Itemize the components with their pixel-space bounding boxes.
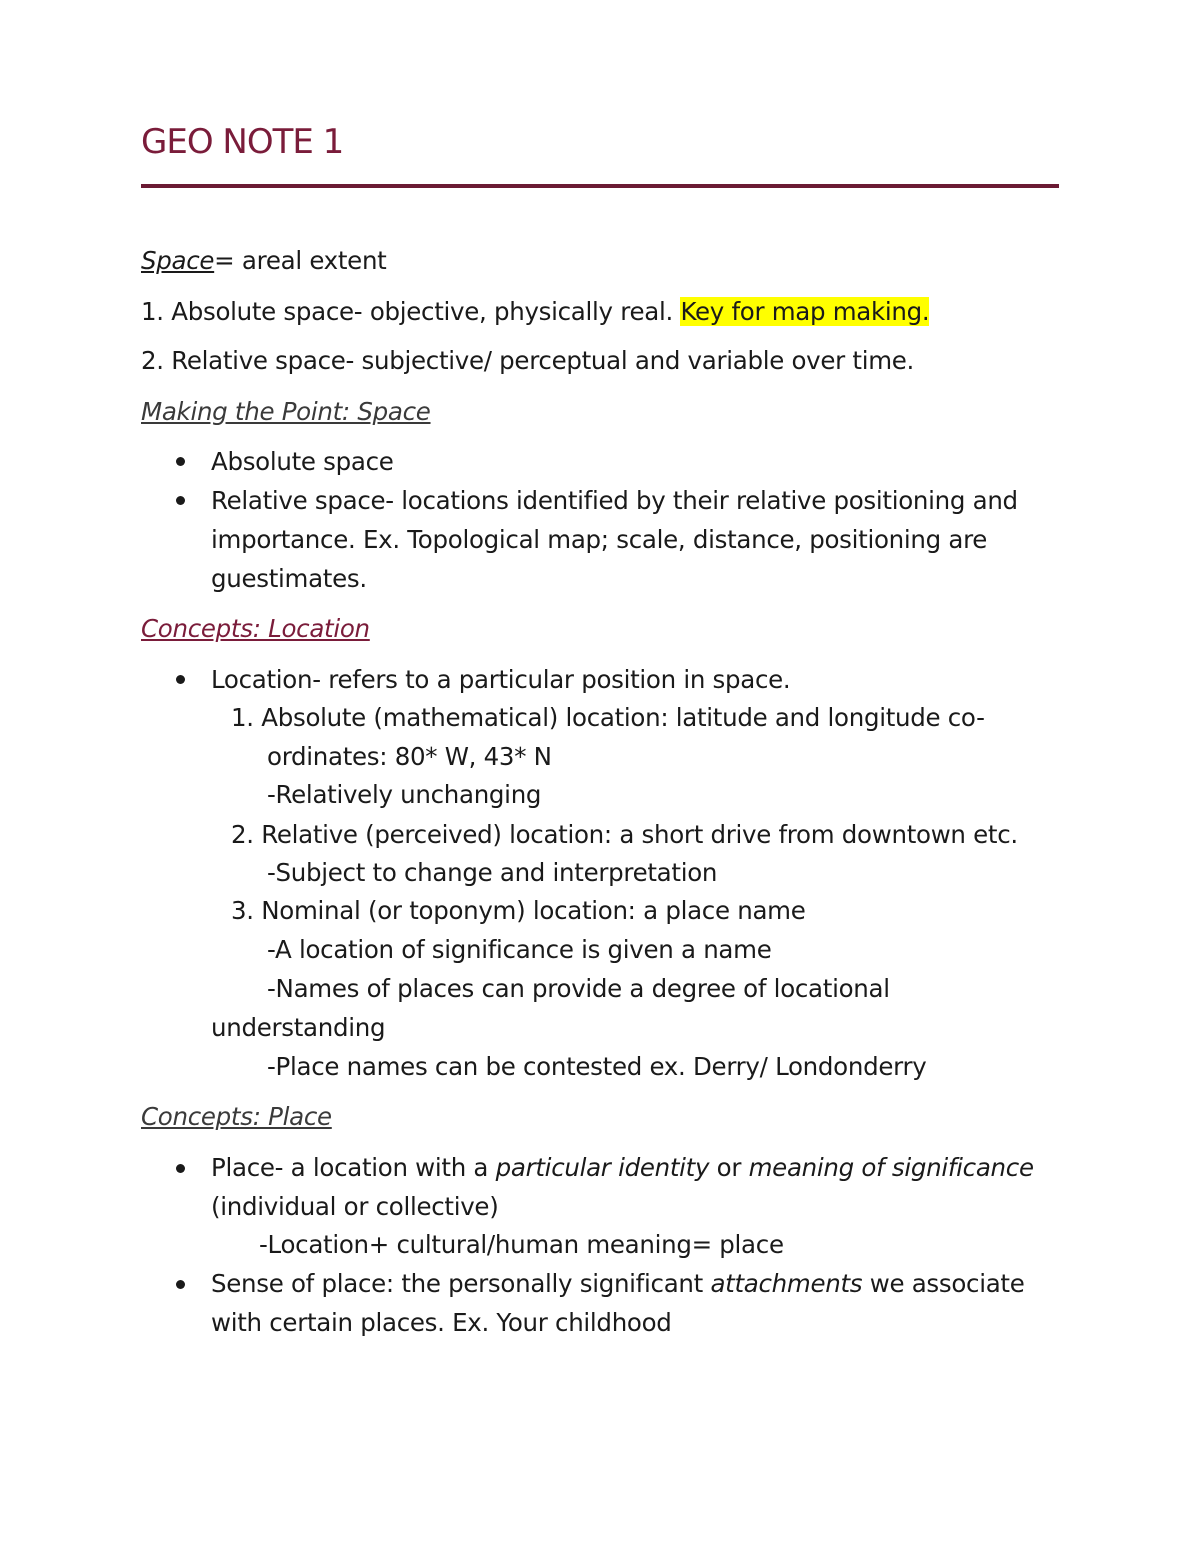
location-bullet: Location- refers to a particular position in space.: [211, 665, 791, 694]
bullet-dot: [176, 675, 185, 684]
place-text: we associate: [862, 1269, 1025, 1298]
bullet-dot: [176, 1164, 185, 1173]
place-bullet-2-line-2: with certain places. Ex. Your childhood: [211, 1308, 672, 1337]
location-item-3-note-3: -Place names can be contested ex. Derry/ Londonderry: [267, 1052, 927, 1081]
location-item-2-note: -Subject to change and interpretation: [267, 858, 718, 887]
location-item-1-note: -Relatively unchanging: [267, 780, 542, 809]
place-bullet-1-line-2: (individual or collective): [211, 1192, 499, 1221]
heading-concepts-location: Concepts: Location: [141, 614, 370, 643]
location-item-3-note-2-wrap: understanding: [211, 1013, 386, 1042]
relative-space-line: 2. Relative space- subjective/ perceptual and variable over time.: [141, 346, 915, 375]
place-bullet-1-note: -Location+ cultural/human meaning= place: [259, 1230, 784, 1259]
document-title: GEO NOTE 1: [141, 122, 344, 162]
place-text: or: [709, 1153, 749, 1182]
place-emphasis-identity: particular identity: [495, 1153, 710, 1182]
location-item-2: 2. Relative (perceived) location: a short drive from downtown etc.: [231, 820, 1018, 849]
place-text: Sense of place: the personally significant: [211, 1269, 711, 1298]
location-item-1-line-2: ordinates: 80* W, 43* N: [267, 742, 552, 771]
place-emphasis-attachments: attachments: [710, 1269, 863, 1298]
location-item-3-note-2: -Names of places can provide a degree of locational: [267, 974, 890, 1003]
heading-making-the-point: Making the Point: Space: [141, 397, 431, 426]
space-term-rest: = areal extent: [214, 246, 387, 275]
absolute-space-text: 1. Absolute space- objective, physically real.: [141, 297, 681, 326]
place-text: Place- a location with a: [211, 1153, 496, 1182]
point-bullet-2-line-2: importance. Ex. Topological map; scale, distance, positioning are: [211, 525, 988, 554]
title-divider: [141, 184, 1059, 188]
absolute-space-line: [141, 295, 929, 329]
location-item-1-line-1: 1. Absolute (mathematical) location: latitude and longitude co-: [231, 703, 985, 732]
space-term: Space: [141, 246, 215, 275]
bullet-dot: [176, 496, 185, 505]
location-item-3-note-1: -A location of significance is given a name: [267, 935, 772, 964]
bullet-dot: [176, 1280, 185, 1289]
heading-concepts-place: Concepts: Place: [141, 1102, 332, 1131]
point-bullet-1: Absolute space: [211, 447, 394, 476]
place-bullet-1-line-1: [211, 1151, 1034, 1185]
place-bullet-2-line-1: [211, 1267, 1025, 1301]
bullet-dot: [176, 457, 185, 466]
location-item-3: 3. Nominal (or toponym) location: a place name: [231, 896, 806, 925]
point-bullet-2-line-1: Relative space- locations identified by their relative positioning and: [211, 486, 1018, 515]
space-definition: [141, 244, 386, 278]
highlighted-key: Key for map making.: [680, 297, 930, 326]
place-emphasis-significance: meaning of significance: [748, 1153, 1034, 1182]
point-bullet-2-line-3: guestimates.: [211, 564, 367, 593]
